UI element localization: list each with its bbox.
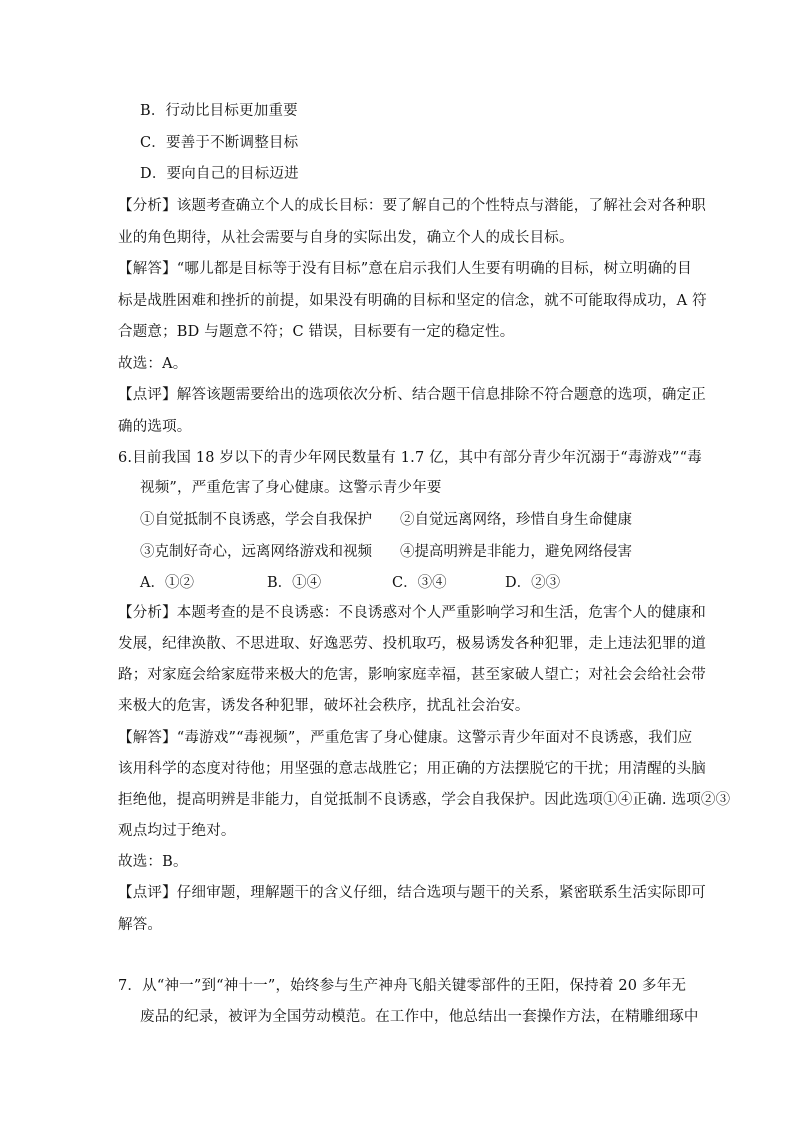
q6-answer-line4: 观点均过于绝对。: [118, 823, 236, 839]
q6-analysis-line1: 【分析】本题考查的是不良诱惑：不良诱惑对个人严重影响学习和生活，危害个人的健康和: [118, 605, 706, 621]
q6-option-d: D．②③: [505, 575, 561, 591]
q5-answer-line1: 【解答】“哪儿都是目标等于没有目标”意在启示我们人生要有明确的目标，树立明确的目: [118, 261, 692, 277]
q5-option-b: B．行动比目标更加重要: [140, 103, 298, 119]
q6-answer-line1: 【解答】“毒游戏”“毒视频”，严重危害了身心健康。这警示青少年面对不良诱惑，我们应: [118, 730, 693, 746]
q6-option-a: A．①②: [140, 575, 194, 591]
q6-comment-line2: 解答。: [118, 917, 163, 933]
q6-option-b: B．①④: [267, 575, 322, 591]
q6-analysis-line4: 来极大的危害，诱发各种犯罪，破坏社会秩序，扰乱社会治安。: [118, 698, 530, 714]
q6-item-1: ①自觉抵制不良诱惑，学会自我保护: [140, 512, 372, 528]
q6-analysis-line3: 路；对家庭会给家庭带来极大的危害，影响家庭幸福，甚至家破人望亡；对社会会给社会带: [118, 667, 706, 683]
q6-item-2: ②自觉远离网络，珍惜自身生命健康: [400, 512, 632, 528]
q6-option-c: C．③④: [392, 575, 447, 591]
q6-comment-line1: 【点评】仔细审题，理解题干的含义仔细，结合选项与题干的关系，紧密联系生活实际即可: [118, 885, 706, 901]
q5-option-c: C．要善于不断调整目标: [140, 135, 299, 151]
q5-option-d: D．要向自己的目标迈进: [140, 166, 299, 182]
q6-item-4: ④提高明辨是非能力，避免网络侵害: [400, 544, 632, 560]
q5-choice: 故选：A。: [118, 356, 188, 372]
q6-item-3: ③克制好奇心，远离网络游戏和视频: [140, 544, 372, 560]
q6-answer-line3: 拒绝他，提高明辨是非能力，自觉抵制不良诱惑，学会自我保护。因此选项①④正确. 选项②③: [118, 792, 731, 808]
q6-analysis-line2: 发展，纪律涣散、不思进取、好逸恶劳、投机取巧，极易诱发各种犯罪，走上违法犯罪的道: [118, 636, 706, 652]
q6-stem-line1: 6.目前我国 18 岁以下的青少年网民数量有 1.7 亿，其中有部分青少年沉溺于“毒游戏”“毒: [118, 450, 702, 466]
q5-answer-line3: 合题意；BD 与题意不符；C 错误，目标要有一定的稳定性。: [118, 324, 515, 340]
q7-stem-line1: 7．从“神一”到“神十一”，始终参与生产神舟飞船关键零部件的王阳，保持着 20 多年无: [118, 978, 687, 994]
q5-comment-line1: 【点评】解答该题需要给出的选项依次分析、结合题干信息排除不符合题意的选项，确定正: [118, 387, 706, 403]
q6-answer-line2: 该用科学的态度对待他；用坚强的意志战胜它；用正确的方法摆脱它的干扰；用清醒的头脑: [118, 761, 706, 777]
q5-analysis-line2: 业的角色期待，从社会需要与自身的实际出发，确立个人的成长目标。: [118, 230, 574, 246]
q5-analysis-line1: 【分析】该题考查确立个人的成长目标：要了解自己的个性特点与潜能，了解社会对各种职: [118, 198, 706, 214]
q6-stem-line2: 视频”，严重危害了身心健康。这警示青少年要: [140, 480, 442, 496]
q5-comment-line2: 确的选项。: [118, 419, 192, 435]
q6-choice: 故选：B。: [118, 854, 188, 870]
q5-answer-line2: 标是战胜困难和挫折的前提，如果没有明确的目标和坚定的信念，就不可能取得成功，A 符: [118, 293, 707, 309]
q7-stem-line2: 废品的纪录，被评为全国劳动模范。在工作中，他总结出一套操作方法，在精雕细琢中: [140, 1009, 699, 1025]
